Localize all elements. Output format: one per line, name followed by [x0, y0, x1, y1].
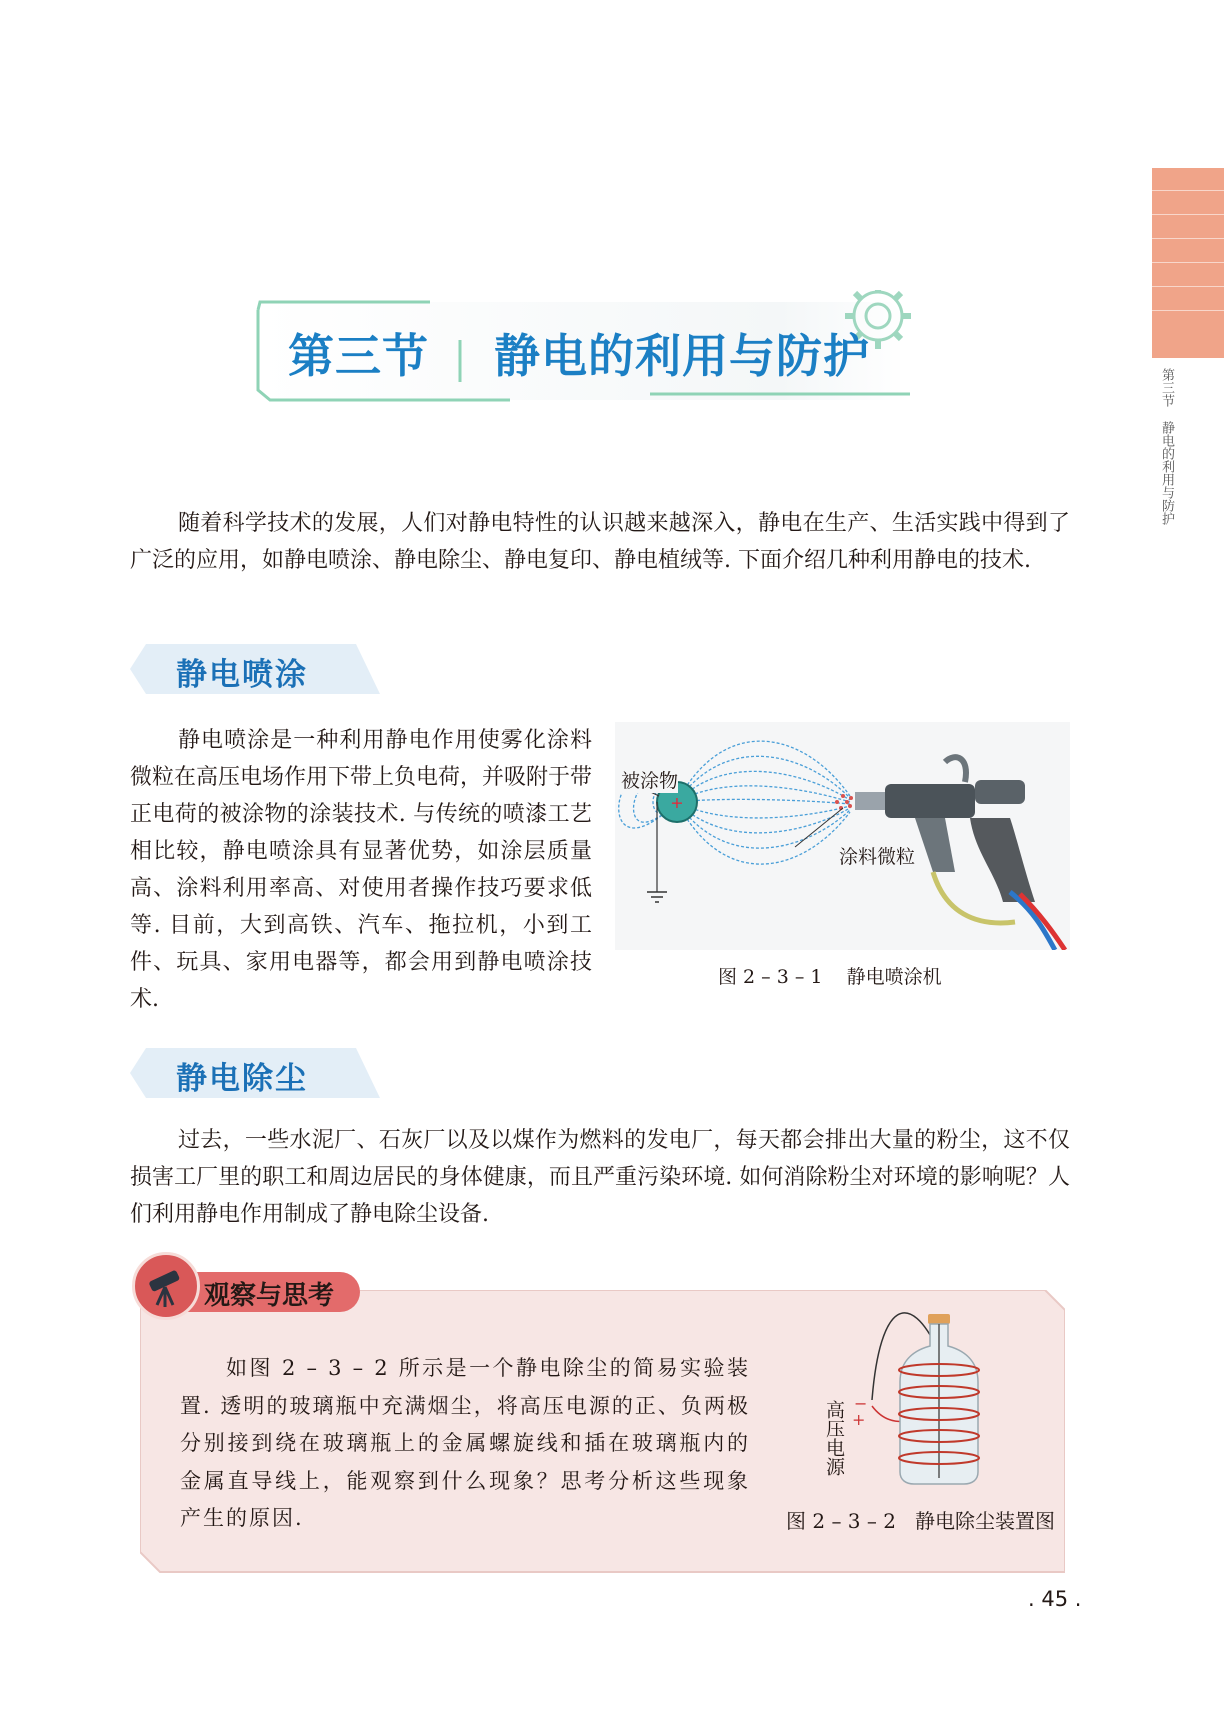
- side-section-title: [1154, 368, 1176, 525]
- telescope-icon: [132, 1252, 200, 1320]
- dust-heading: [130, 1048, 380, 1098]
- figure-1-title: 静电喷涂机: [846, 966, 942, 988]
- spray-heading-text: 静电喷涂: [176, 657, 308, 693]
- figure-2-caption: [786, 1505, 1055, 1534]
- figure-2-number: 图 2 – 3 – 2: [786, 1509, 896, 1533]
- figure-2-title: 静电除尘装置图: [915, 1509, 1056, 1533]
- dust-paragraph: 过去，一些水泥厂、石灰厂以及以煤作为燃料的发电厂，每天都会排出大量的粉尘，这不仅损害工厂里的职工和周边居民的身体健康，而且严重污染环境. 如何消除粉尘对环境的影响呢？人们利用静电作用制成了静电除尘设备.: [130, 1128, 1070, 1227]
- label-paint-particles: 涂料微粒: [839, 846, 916, 868]
- spray-heading: [130, 644, 380, 694]
- minus-terminal: −: [854, 1394, 868, 1413]
- side-section-name: 静电的利用与防护: [1159, 421, 1174, 525]
- plus-terminal: +: [852, 1410, 866, 1429]
- dust-removal-figure: [820, 1310, 1000, 1490]
- observe-think-label: 观察与思考: [204, 1281, 335, 1311]
- figure-1-number: 图 2 – 3 – 1: [718, 966, 823, 988]
- section-number: 第三节: [288, 329, 429, 383]
- intro-paragraph: 随着科学技术的发展，人们对静电特性的认识越来越深入，静电在生产、生活实践中得到了广泛的应用，如静电喷涂、静电除尘、静电复印、静电植绒等. 下面介绍几种利用静电的技术.: [130, 511, 1070, 573]
- page-number: . 45 .: [1028, 1587, 1082, 1611]
- observe-paragraph: 如图 2 – 3 – 2 所示是一个静电除尘的简易实验装置. 透明的玻璃瓶中充满烟尘，将高压电源的正、负两极分别接到绕在玻璃瓶上的金属螺旋线和插在玻璃瓶内的金属直导线上，能观察到什么现象？思考分析这些现象产生的原因.: [180, 1356, 750, 1530]
- section-title: 静电的利用与防护: [494, 329, 870, 383]
- chapter-side-tab: [1152, 168, 1224, 358]
- power-source-label: 高压电源: [823, 1400, 845, 1476]
- spray-paragraph: 静电喷涂是一种利用静电作用使雾化涂料微粒在高压电场作用下带上负电荷，并吸附于带正电荷的被涂物的涂装技术. 与传统的喷漆工艺相比较，静电喷涂具有显著优势，如涂层质量高、涂料利用率高、对使用者操作技巧要求低等. 目前，大到高铁、汽车、拖拉机，小到工件、玩具、家用电器等，都会用到静电喷涂技术.: [130, 728, 593, 1012]
- observe-think-tag: [132, 1252, 362, 1318]
- figure-1-caption: [718, 962, 942, 989]
- spray-gun-figure: [615, 722, 1070, 950]
- dust-heading-text: 静电除尘: [176, 1061, 308, 1097]
- svg-text:+: +: [670, 793, 684, 812]
- side-section-number: 第三节: [1159, 368, 1174, 407]
- label-coated-object: 被涂物: [621, 766, 678, 793]
